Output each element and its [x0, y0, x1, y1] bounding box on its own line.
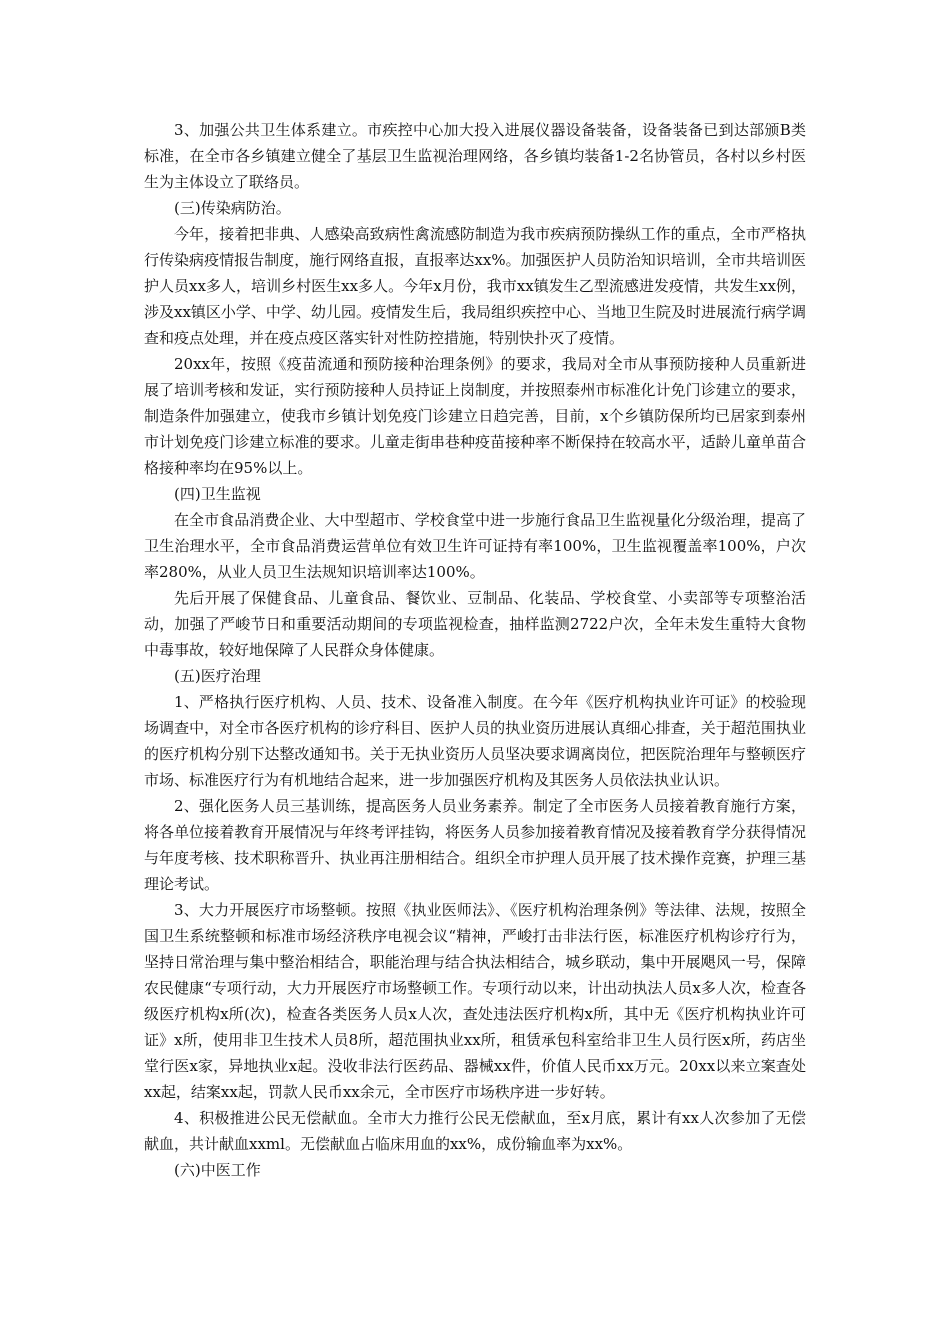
paragraph-market-rectification: 3、大力开展医疗市场整顿。按照《执业医师法》、《医疗机构治理条例》等法律、法规，按照全国卫生系统整顿和标准市场经济秩序电视会议“精神，严峻打击非法行医，标准医疗机构诊疗行为，坚持日常治理与集中整治相结合，职能治理与结合执法相结合，城乡联动，集中开展飓风一号，保障农民健康“专项行动，大力开展医疗市场整顿工作。专项行动以来，计出动执法人员x多人次，检查各级医疗机构x所(次)，检查各类医务人员x人次，查处违法医疗机构x所，其中无《医疗机构执业许可证》x所，使用非卫生技术人员8所，超范围执业xx所，租赁承包科室给非卫生人员行医x所，药店坐堂行医x家，异地执业x起。没收非法行医药品、器械xx件，价值人民币xx万元。20xx以来立案查处xx起，结案xx起，罚款人民币xx余元，全市医疗市场秩序进一步好转。: [144, 901, 806, 1101]
paragraph-public-health-system: 3、加强公共卫生体系建立。市疾控中心加大投入进展仪器设备装备，设备装备已到达部颁B类标准，在全市各乡镇建立健全了基层卫生监视治理网络，各乡镇均装备1-2名协管员，各村以乡村医生为主体设立了联络员。: [144, 121, 806, 191]
section-heading-medical-management: (五)医疗治理: [174, 667, 261, 685]
paragraph-food-hygiene: 在全市食品消费企业、大中型超市、学校食堂中进一步施行食品卫生监视量化分级治理，提高了卫生治理水平，全市食品消费运营单位有效卫生许可证持有率100%，卫生监视覆盖率100%，户次率280%，从业人员卫生法规知识培训率达100%。: [144, 511, 806, 581]
paragraph-special-rectification: 先后开展了保健食品、儿童食品、餐饮业、豆制品、化装品、学校食堂、小卖部等专项整治活动，加强了严峻节日和重要活动期间的专项监视检查，抽样监测2722户次，全年未发生重特大食物中毒事故，较好地保障了人民群众身体健康。: [144, 589, 806, 659]
document-body: [144, 117, 806, 1183]
paragraph-staff-training: 2、强化医务人员三基训练，提高医务人员业务素养。制定了全市医务人员接着教育施行方案，将各单位接着教育开展情况与年终考评挂钩，将医务人员参加接着教育情况及接着教育学分获得情况与年度考核、技术职称晋升、执业再注册相结合。组织全市护理人员开展了技术操作竞赛，护理三基理论考试。: [144, 797, 806, 893]
paragraph-access-system: 1、严格执行医疗机构、人员、技术、设备准入制度。在今年《医疗机构执业许可证》的校验现场调查中，对全市各医疗机构的诊疗科目、医护人员的执业资历进展认真细心排查，关于超范围执业的医疗机构分别下达整改通知书。关于无执业资历人员坚决要求调离岗位，把医院治理年与整顿医疗市场、标准医疗行为有机地结合起来，进一步加强医疗机构及其医务人员依法执业认识。: [144, 693, 806, 789]
section-heading-health-supervision: (四)卫生监视: [174, 485, 261, 503]
paragraph-blood-donation: 4、积极推进公民无偿献血。全市大力推行公民无偿献血，至x月底，累计有xx人次参加了无偿献血，共计献血xxml。无偿献血占临床用血的xx%，成份输血率为xx%。: [144, 1109, 806, 1153]
section-heading-tcm-work: (六)中医工作: [174, 1161, 261, 1179]
paragraph-epidemic-control: 今年，接着把非典、人感染高致病性禽流感防制造为我市疾病预防操纵工作的重点，全市严格执行传染病疫情报告制度，施行网络直报，直报率达xx%。加强医护人员防治知识培训，全市共培训医护人员xx多人，培训乡村医生xx多人。今年x月份，我市xx镇发生乙型流感进发疫情，共发生xx例，涉及xx镇区小学、中学、幼儿园。疫情发生后，我局组织疾控中心、当地卫生院及时进展流行病学调查和疫点处理，并在疫点疫区落实针对性防控措施，特别快扑灭了疫情。: [144, 225, 806, 347]
section-heading-infectious-disease: (三)传染病防治。: [174, 199, 291, 217]
paragraph-vaccination: 20xx年，按照《疫苗流通和预防接种治理条例》的要求，我局对全市从事预防接种人员重新进展了培训考核和发证，实行预防接种人员持证上岗制度，并按照泰州市标准化计免门诊建立的要求，制造条件加强建立，使我市乡镇计划免疫门诊建立日趋完善，目前，x个乡镇防保所均已居家到泰州市计划免疫门诊建立标准的要求。儿童走街串巷种疫苗接种率不断保持在较高水平，适龄儿童单苗合格接种率均在95%以上。: [144, 355, 806, 477]
